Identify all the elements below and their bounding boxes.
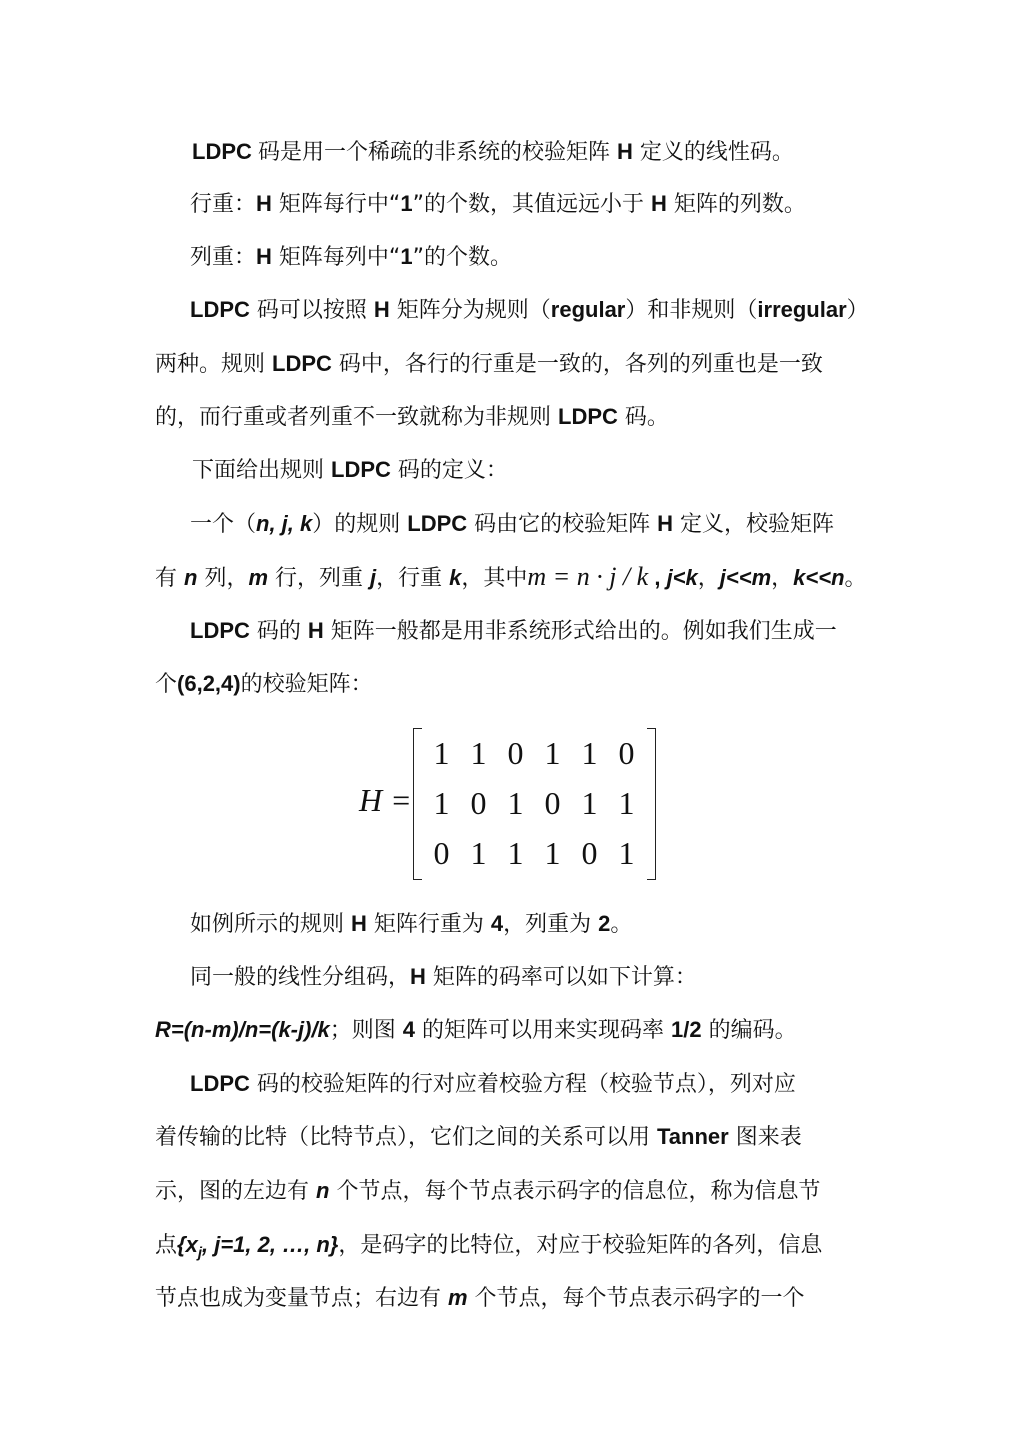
matrix-cell: 1 (618, 834, 635, 871)
text-run: 如例所示的规则 (190, 912, 351, 937)
matrix-cell: 1 (433, 784, 450, 821)
text-run: 矩阵行重为 (366, 912, 491, 937)
text-run: 点 (155, 1233, 178, 1258)
text-run: H (410, 964, 426, 989)
text-line (155, 561, 867, 595)
text-run: ”的个数，其值远远小于 (412, 192, 651, 217)
text-run: 行重： (190, 192, 257, 217)
text-run: j (197, 1244, 202, 1262)
text-run: 码的定义： (390, 458, 508, 483)
text-run: , (648, 565, 667, 590)
text-run: ；则图 (329, 1018, 403, 1043)
text-run: LDPC (272, 351, 332, 376)
text-run: H (307, 618, 324, 643)
text-run: 节点也成为变量节点；右边有 (155, 1286, 448, 1311)
text-run: 有 (155, 566, 184, 591)
text-run: 2 (598, 911, 611, 936)
text-run: 着传输的比特（比特节点），它们之间的关系可以用 (155, 1125, 657, 1150)
text-line (190, 508, 902, 541)
text-run: H (373, 297, 390, 322)
text-run: 。 (610, 912, 633, 937)
matrix-cell: 0 (470, 784, 487, 821)
text-run: 的编码。 (701, 1018, 797, 1043)
text-run: ，列重为 (503, 912, 599, 937)
text-run: 两种。规则 (155, 352, 272, 377)
text-run: LDPC (190, 618, 250, 643)
text-line (190, 908, 902, 941)
matrix-cell: 1 (470, 734, 487, 771)
text-run: m = n · j / k (527, 562, 649, 591)
text-run: 码。 (617, 405, 669, 430)
text-run: regular (550, 297, 626, 322)
text-run: 码中，各行的行重是一致的，各列的列重也是一致 (331, 352, 823, 377)
text-run: LDPC (190, 1071, 250, 1096)
text-run: LDPC (192, 139, 258, 164)
text-run: 定义，校验矩阵 (673, 512, 835, 537)
text-run: H (657, 511, 674, 536)
text-line (190, 188, 902, 221)
matrix-cell: 1 (618, 784, 635, 821)
matrix-cell: 1 (581, 734, 598, 771)
text-run: (6,2,4) (177, 671, 241, 696)
text-run: 。 (844, 566, 867, 591)
text-run: 的矩阵可以用来实现码率 (415, 1018, 672, 1043)
text-run: 矩阵每行中“ (271, 192, 401, 217)
text-line (190, 961, 902, 994)
text-run: irregular (757, 297, 847, 322)
text-run: k (449, 565, 462, 590)
text-run: R=(n-m)/n=(k-j)/k (155, 1017, 330, 1042)
text-run: {x (177, 1232, 198, 1257)
text-run: ，其中 (461, 566, 528, 591)
text-run: 行，列重 (268, 566, 371, 591)
text-run: H (256, 191, 272, 216)
text-run: j<<m (719, 565, 772, 590)
text-run: 码是用一个稀疏的非系统的校验矩阵 (258, 140, 617, 165)
text-run: m (248, 565, 269, 590)
text-run: ） (846, 298, 869, 323)
text-run: 4 (402, 1017, 416, 1042)
text-line (155, 1229, 867, 1269)
text-run: 列， (197, 566, 249, 591)
matrix-cell: 0 (433, 834, 450, 871)
text-line (155, 401, 867, 434)
text-run: H (351, 911, 367, 936)
text-line (190, 1068, 902, 1101)
text-run: 同一般的线性分组码， (190, 965, 411, 990)
text-run: m (448, 1285, 468, 1310)
text-run: 定义的线性码。 (632, 140, 794, 165)
text-line (190, 615, 902, 648)
text-run: 1 (400, 191, 413, 216)
matrix-cell: 0 (507, 734, 524, 771)
text-run: n (316, 1178, 330, 1203)
matrix-grid (423, 728, 645, 878)
text-run: ， (771, 566, 794, 591)
text-run: 图来表 (728, 1125, 802, 1150)
text-line (192, 136, 904, 169)
text-line (190, 294, 902, 327)
text-run: Tanner (657, 1124, 729, 1149)
matrix-cell: 1 (470, 834, 487, 871)
text-run: LDPC (190, 297, 250, 322)
parity-check-matrix (355, 728, 665, 880)
matrix-cell: 1 (433, 734, 450, 771)
text-run: 码由它的校验矩阵 (467, 512, 658, 537)
matrix-cell: 1 (544, 734, 561, 771)
text-run: 矩阵的码率可以如下计算： (425, 965, 697, 990)
text-line (155, 1175, 867, 1208)
text-run: H (256, 244, 272, 269)
matrix-label: H = (359, 782, 412, 818)
text-line (155, 668, 867, 701)
text-line (155, 1121, 867, 1154)
text-run: 码的校验矩阵的行对应着校验方程（校验节点），列对应 (249, 1072, 796, 1097)
matrix-right-bracket (647, 728, 656, 880)
text-line (190, 241, 902, 274)
text-run: ，是码字的比特位，对应于校验矩阵的各列，信息 (338, 1233, 823, 1258)
matrix-cell: 1 (507, 834, 524, 871)
text-run: 一个（ (190, 512, 257, 537)
text-run: ，行重 (376, 566, 450, 591)
text-run: 码可以按照 (249, 298, 374, 323)
text-run: ”的个数。 (412, 245, 512, 270)
text-run: 矩阵一般都是用非系统形式给出的。例如我们生成一 (323, 619, 837, 644)
matrix-cell: 0 (544, 784, 561, 821)
text-line (155, 1282, 867, 1315)
text-run: 的，而行重或者列重不一致就称为非规则 (155, 405, 558, 430)
text-run: n, j, k (256, 511, 313, 536)
text-run: , j=1, 2, …, n} (201, 1232, 339, 1257)
text-run: 个节点，每个节点表示码字的一个 (467, 1286, 805, 1311)
text-run: j (370, 565, 377, 590)
matrix-cell: 1 (544, 834, 561, 871)
text-run: LDPC (407, 511, 468, 536)
text-run: 矩阵的列数。 (666, 192, 806, 217)
text-run: 的校验矩阵： (240, 672, 373, 697)
text-run: 个 (155, 672, 178, 697)
matrix-cell: 1 (581, 784, 598, 821)
text-run: 个节点，每个节点表示码字的信息位，称为信息节 (329, 1179, 821, 1204)
text-run: 1 (400, 244, 413, 269)
text-line (155, 1014, 867, 1047)
text-line (192, 454, 904, 487)
text-run: LDPC (558, 404, 618, 429)
matrix-left-bracket (413, 728, 422, 880)
text-run: 示，图的左边有 (155, 1179, 316, 1204)
text-run: ）的规则 (312, 512, 408, 537)
text-line (155, 348, 867, 381)
text-run: 码的 (249, 619, 308, 644)
text-run: ）和非规则（ (625, 298, 758, 323)
matrix-cell: 0 (618, 734, 635, 771)
text-run: ， (697, 566, 720, 591)
text-run: 1/2 (671, 1017, 702, 1042)
text-run: k<<n (793, 565, 845, 590)
text-run: 矩阵分为规则（ (389, 298, 551, 323)
text-run: j<k (666, 565, 698, 590)
text-run: 列重： (190, 245, 257, 270)
text-run: H (617, 139, 633, 164)
text-run: 矩阵每列中“ (271, 245, 401, 270)
text-run: 下面给出规则 (192, 458, 331, 483)
matrix-cell: 0 (581, 834, 598, 871)
matrix-cell: 1 (507, 784, 524, 821)
text-run: H (650, 191, 667, 216)
text-run: n (184, 565, 198, 590)
text-run: 4 (490, 911, 504, 936)
text-run: LDPC (331, 457, 391, 482)
